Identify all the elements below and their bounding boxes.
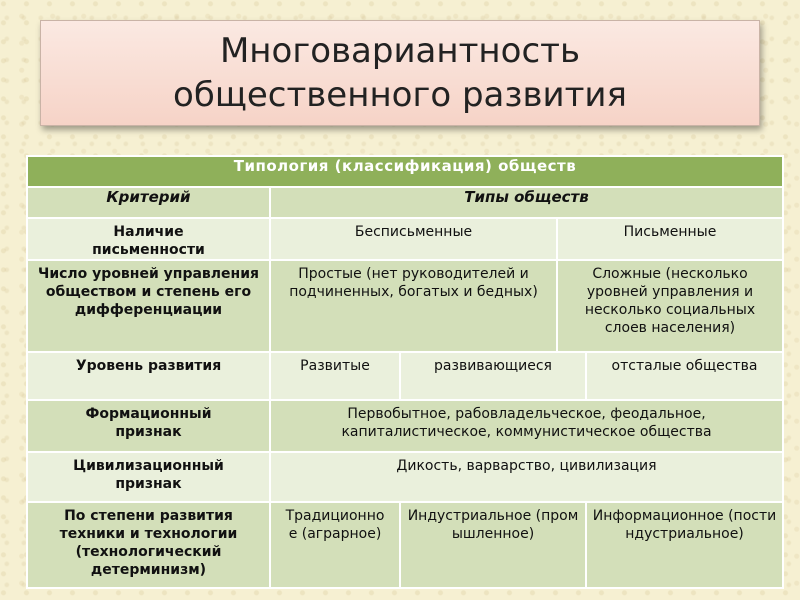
criterion-cell: Формационный признак bbox=[27, 400, 270, 452]
type-cell: развивающиеся bbox=[400, 352, 586, 400]
table-row bbox=[27, 452, 783, 502]
type-cell: Бесписьменные bbox=[270, 218, 557, 260]
criterion-cell: Цивилизационный признак bbox=[27, 452, 270, 502]
type-cell: Сложные (несколько уровней управления и несколько социальных слоев населения) bbox=[557, 260, 783, 352]
criterion-cell: Уровень развития bbox=[27, 352, 270, 400]
type-cell: Индустриальное (промышленное) bbox=[400, 502, 586, 588]
column-header-types: Типы обществ bbox=[270, 187, 783, 218]
type-cell: Первобытное, рабовладельческое, феодальное, капиталистическое, коммунистическое общества bbox=[270, 400, 783, 452]
type-cell: Дикость, варварство, цивилизация bbox=[270, 452, 783, 502]
column-header-criterion: Критерий bbox=[27, 187, 270, 218]
criterion-cell: По степени развития техники и технологии (технологический детерминизм) bbox=[27, 502, 270, 588]
table-row bbox=[27, 352, 783, 400]
type-cell: Информационное (постиндустриальное) bbox=[586, 502, 783, 588]
type-cell: Простые (нет руководителей и подчиненных, богатых и бедных) bbox=[270, 260, 557, 352]
table-row bbox=[27, 400, 783, 452]
table-title-row bbox=[27, 156, 783, 187]
type-cell: Традиционное (аграрное) bbox=[270, 502, 400, 588]
type-cell: Развитые bbox=[270, 352, 400, 400]
table-row bbox=[27, 502, 783, 588]
title-box bbox=[40, 20, 760, 126]
table-title: Типология (классификация) обществ bbox=[27, 156, 783, 187]
slide-title: Многовариантность общественного развития bbox=[173, 31, 627, 115]
criterion-cell: Число уровней управления обществом и степень его дифференциации bbox=[27, 260, 270, 352]
criterion-cell: Наличие письменности bbox=[27, 218, 270, 260]
type-cell: отсталые общества bbox=[586, 352, 783, 400]
table-row bbox=[27, 218, 783, 260]
type-cell: Письменные bbox=[557, 218, 783, 260]
table-row bbox=[27, 260, 783, 352]
typology-table bbox=[26, 155, 784, 589]
column-header-row bbox=[27, 187, 783, 218]
